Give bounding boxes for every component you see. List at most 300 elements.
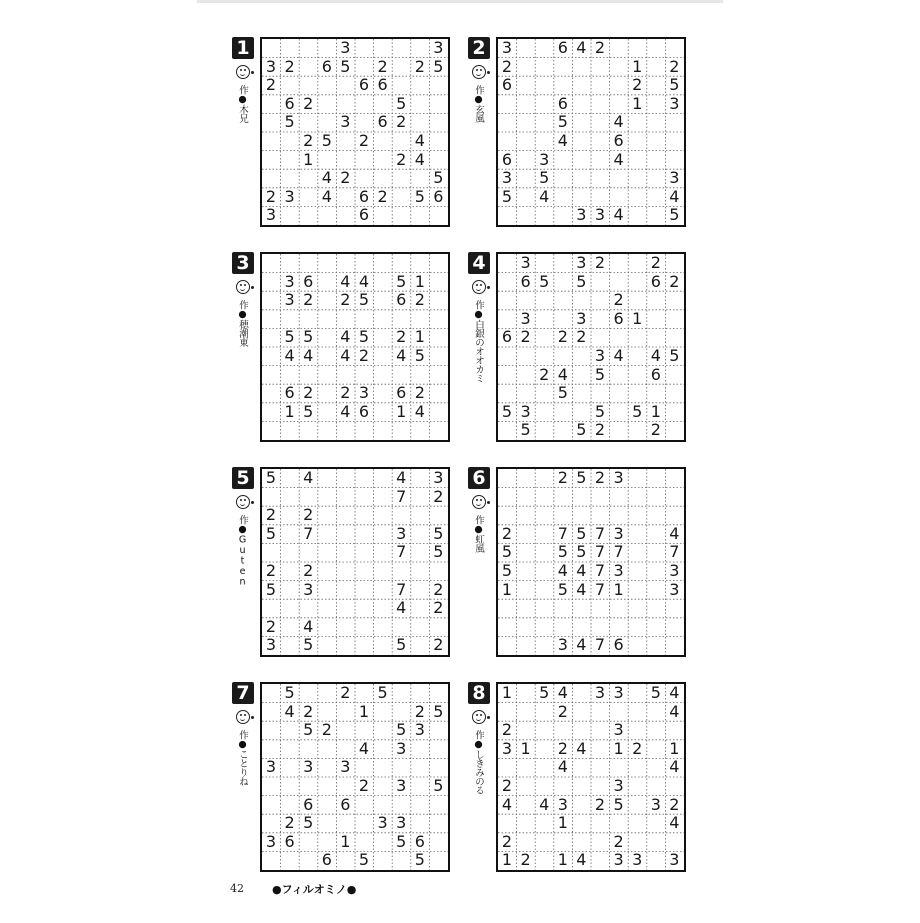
grid-cell-clue: 5 <box>396 635 407 655</box>
puzzle-author: 作●ことりね <box>237 730 248 786</box>
grid-cell-clue: 7 <box>594 579 606 599</box>
grid-cell-clue: 5 <box>414 346 425 365</box>
grid-cell-clue: 2 <box>396 112 407 132</box>
grid-cell-clue: 3 <box>576 308 587 328</box>
grid-cell-clue: 1 <box>358 701 370 721</box>
difficulty-face-icon <box>472 495 486 509</box>
grid-cell-clue: 3 <box>501 738 513 758</box>
grid-cell-clue: 2 <box>284 813 295 833</box>
grid-cell-clue: 4 <box>501 794 513 814</box>
puzzle-2 <box>468 37 686 227</box>
puzzle-author: 作●虹風 <box>473 515 484 553</box>
grid-cell-clue: 1 <box>632 56 643 76</box>
grid-cell-clue: 3 <box>594 205 606 225</box>
puzzle-author: 作●玄風 <box>473 85 484 123</box>
grid-cell-clue: 4 <box>539 794 550 814</box>
grid-cell-clue: 1 <box>613 579 624 599</box>
grid-cell-clue: 2 <box>303 505 314 525</box>
grid-cell-clue: 2 <box>557 738 568 758</box>
puzzle-grid <box>496 252 686 442</box>
difficulty-dot-icon <box>251 501 254 504</box>
grid-cell-clue: 7 <box>396 486 407 506</box>
grid-cell-clue: 3 <box>613 776 624 795</box>
grid-cell-clue: 4 <box>321 186 332 206</box>
grid-cell-clue: 5 <box>669 205 680 225</box>
puzzle-author: 作●しきみのる <box>473 730 484 795</box>
grid-cell-clue: 1 <box>501 579 513 599</box>
grid-cell-clue: 3 <box>303 579 314 599</box>
grid-cell-clue: 1 <box>414 271 425 291</box>
grid-cell-clue: 2 <box>265 616 277 636</box>
grid-cell-clue: 3 <box>284 271 295 291</box>
grid-cell-clue: 3 <box>265 757 277 777</box>
puzzle-6 <box>468 467 686 657</box>
grid-cell-clue: 4 <box>340 327 351 347</box>
grid-cell-clue: 6 <box>613 131 624 150</box>
grid-cell-clue: 4 <box>557 561 568 580</box>
grid-cell-clue: 2 <box>501 831 513 851</box>
grid-cell-clue: 6 <box>520 271 531 291</box>
grid-cell-clue: 3 <box>358 383 370 403</box>
puzzle-grid <box>260 37 450 227</box>
grid-cell-clue: 6 <box>358 205 370 225</box>
grid-cell-clue: 2 <box>613 290 624 310</box>
grid-cell-clue: 2 <box>669 56 680 76</box>
grid-cell-clue: 5 <box>303 327 314 347</box>
grid-cell-clue: 2 <box>669 271 680 291</box>
grid-cell-clue: 6 <box>358 186 370 206</box>
grid-cell-clue: 5 <box>265 468 277 487</box>
difficulty-dot-icon <box>487 716 490 719</box>
grid-cell-clue: 3 <box>669 850 680 870</box>
puzzle-number-badge: 2 <box>468 37 490 59</box>
grid-cell-clue: 5 <box>321 131 332 150</box>
grid-cell-clue: 3 <box>396 523 407 543</box>
grid-cell-clue: 1 <box>613 738 624 758</box>
grid-cell-clue: 2 <box>501 720 513 740</box>
grid-cell-clue: 3 <box>613 683 624 702</box>
grid-cell-clue: 4 <box>576 561 587 580</box>
grid-cell-clue: 3 <box>650 794 661 814</box>
difficulty-dot-icon <box>251 286 254 289</box>
grid-cell-clue: 2 <box>501 56 513 76</box>
grid-cell-clue: 3 <box>613 850 624 870</box>
grid-cell-clue: 6 <box>284 831 295 851</box>
difficulty-face-icon <box>472 280 486 294</box>
grid-cell-clue: 3 <box>669 168 680 188</box>
grid-cell-clue: 6 <box>377 75 388 95</box>
grid-cell-clue: 3 <box>613 523 624 543</box>
grid-cell-clue: 3 <box>669 579 680 599</box>
grid-lines <box>498 39 684 225</box>
puzzle-8 <box>468 682 686 872</box>
grid-cell-clue: 3 <box>340 112 351 132</box>
puzzle-3 <box>232 252 450 442</box>
grid-cell-clue: 3 <box>520 253 531 272</box>
grid-cell-clue: 2 <box>265 186 277 206</box>
grid-cell-clue: 4 <box>303 616 314 636</box>
grid-cell-clue: 3 <box>265 56 277 76</box>
grid-cell-clue: 5 <box>576 420 587 440</box>
grid-cell-clue: 3 <box>501 168 513 188</box>
grid-cell-clue: 5 <box>284 112 295 132</box>
grid-cell-clue: 6 <box>303 794 314 814</box>
puzzle-grid <box>496 682 686 872</box>
grid-cell-clue: 4 <box>613 205 624 225</box>
grid-lines <box>262 469 448 655</box>
grid-cell-clue: 3 <box>340 38 351 57</box>
puzzle-author: 作●穂潮東 <box>237 300 248 347</box>
grid-cell-clue: 2 <box>303 93 314 113</box>
grid-cell-clue: 3 <box>265 635 277 655</box>
grid-cell-clue: 7 <box>594 561 606 580</box>
grid-cell-clue: 5 <box>358 290 370 310</box>
grid-cell-clue: 6 <box>303 271 314 291</box>
grid-cell-clue: 6 <box>501 149 513 169</box>
grid-cell-clue: 4 <box>284 346 295 365</box>
grid-cell-clue: 5 <box>433 542 444 562</box>
grid-cell-clue: 4 <box>414 131 425 150</box>
grid-cell-clue: 3 <box>414 720 425 740</box>
grid-cell-clue: 5 <box>501 186 513 206</box>
grid-cell-clue: 2 <box>632 738 643 758</box>
grid-cell-clue: 3 <box>557 794 568 814</box>
grid-cell-clue: 4 <box>557 364 568 384</box>
grid-cell-clue: 2 <box>433 486 444 506</box>
grid-cell-clue: 5 <box>265 579 277 599</box>
grid-cell-clue: 2 <box>539 364 550 384</box>
grid-cell-clue: 4 <box>669 186 680 206</box>
grid-cell-clue: 3 <box>284 186 295 206</box>
difficulty-dot-icon <box>251 716 254 719</box>
grid-cell-clue: 3 <box>594 346 606 365</box>
difficulty-face-icon <box>236 495 250 509</box>
grid-cell-clue: 2 <box>594 253 606 272</box>
grid-cell-clue: 2 <box>303 561 314 580</box>
difficulty-dot-icon <box>487 286 490 289</box>
page-number: 42 <box>230 882 244 895</box>
grid-cell-clue: 2 <box>265 505 277 525</box>
grid-cell-clue: 2 <box>358 131 370 150</box>
grid-cell-clue: 6 <box>396 290 407 310</box>
grid-cell-clue: 6 <box>557 38 568 57</box>
puzzle-7 <box>232 682 450 872</box>
grid-cell-clue: 4 <box>340 346 351 365</box>
grid-cell-clue: 5 <box>557 542 568 562</box>
difficulty-face-icon <box>472 65 486 79</box>
puzzle-4 <box>468 252 686 442</box>
grid-cell-clue: 7 <box>557 523 568 543</box>
puzzle-grid <box>496 467 686 657</box>
grid-cell-clue: 4 <box>557 683 568 702</box>
grid-cell-clue: 6 <box>396 383 407 403</box>
grid-cell-clue: 4 <box>613 346 624 365</box>
grid-cell-clue: 5 <box>396 720 407 740</box>
grid-cell-clue: 5 <box>576 468 587 487</box>
grid-cell-clue: 3 <box>377 813 388 833</box>
grid-cell-clue: 5 <box>396 831 407 851</box>
grid-cell-clue: 3 <box>557 635 568 655</box>
grid-cell-clue: 3 <box>520 308 531 328</box>
difficulty-dot-icon <box>487 501 490 504</box>
grid-cell-clue: 6 <box>358 401 370 421</box>
grid-cell-clue: 2 <box>340 168 351 188</box>
grid-cell-clue: 5 <box>539 683 550 702</box>
grid-cell-clue: 4 <box>576 738 587 758</box>
grid-cell-clue: 5 <box>265 523 277 543</box>
grid-cell-clue: 3 <box>501 38 513 57</box>
puzzle-grid <box>496 37 686 227</box>
grid-cell-clue: 1 <box>414 327 425 347</box>
grid-cell-clue: 5 <box>358 850 370 870</box>
grid-cell-clue: 3 <box>576 205 587 225</box>
grid-cell-clue: 1 <box>650 401 661 421</box>
grid-cell-clue: 4 <box>414 149 425 169</box>
grid-cell-clue: 2 <box>340 683 351 702</box>
grid-cell-clue: 4 <box>576 850 587 870</box>
grid-cell-clue: 4 <box>557 757 568 777</box>
grid-cell-clue: 2 <box>303 701 314 721</box>
grid-cell-clue: 6 <box>340 794 351 814</box>
grid-cell-clue: 5 <box>303 720 314 740</box>
grid-cell-clue: 2 <box>358 776 370 795</box>
grid-cell-clue: 3 <box>594 683 606 702</box>
grid-cell-clue: 2 <box>520 327 531 347</box>
grid-cell-clue: 7 <box>303 523 314 543</box>
grid-cell-clue: 3 <box>632 850 643 870</box>
grid-cell-clue: 5 <box>520 420 531 440</box>
grid-cell-clue: 2 <box>433 635 444 655</box>
grid-lines <box>498 684 684 870</box>
grid-cell-clue: 2 <box>321 720 332 740</box>
puzzle-number-badge: 1 <box>232 37 254 59</box>
grid-cell-clue: 2 <box>303 290 314 310</box>
puzzle-number-badge: 3 <box>232 252 254 274</box>
grid-cell-clue: 5 <box>539 271 550 291</box>
grid-cell-clue: 3 <box>303 757 314 777</box>
grid-cell-clue: 2 <box>340 290 351 310</box>
grid-cell-clue: 7 <box>613 542 624 562</box>
grid-cell-clue: 3 <box>613 561 624 580</box>
puzzle-author: 作●木兄 <box>237 85 248 123</box>
puzzle-number-badge: 7 <box>232 682 254 704</box>
grid-cell-clue: 1 <box>520 738 531 758</box>
grid-cell-clue: 1 <box>501 850 513 870</box>
grid-cell-clue: 5 <box>557 579 568 599</box>
grid-cell-clue: 1 <box>669 738 680 758</box>
grid-cell-clue: 2 <box>594 468 606 487</box>
grid-cell-clue: 4 <box>396 598 407 618</box>
grid-cell-clue: 5 <box>669 75 680 95</box>
grid-cell-clue: 4 <box>669 757 680 777</box>
grid-cell-clue: 4 <box>414 401 425 421</box>
grid-cell-clue: 5 <box>284 327 295 347</box>
grid-cell-clue: 3 <box>396 738 407 758</box>
puzzle-1 <box>232 37 450 227</box>
grid-cell-clue: 1 <box>632 93 643 113</box>
grid-cell-clue: 6 <box>501 75 513 95</box>
grid-cell-clue: 2 <box>303 383 314 403</box>
grid-cell-clue: 5 <box>303 401 314 421</box>
grid-cell-clue: 2 <box>396 149 407 169</box>
grid-cell-clue: 5 <box>433 168 444 188</box>
grid-cell-clue: 5 <box>396 93 407 113</box>
grid-cell-clue: 4 <box>284 701 295 721</box>
grid-cell-clue: 1 <box>340 831 351 851</box>
grid-cell-clue: 3 <box>396 813 407 833</box>
grid-cell-clue: 4 <box>396 346 407 365</box>
grid-cell-clue: 6 <box>650 364 661 384</box>
grid-cell-clue: 1 <box>557 850 568 870</box>
grid-cell-clue: 5 <box>433 523 444 543</box>
grid-cell-clue: 5 <box>501 561 513 580</box>
grid-cell-clue: 4 <box>557 131 568 150</box>
grid-cell-clue: 2 <box>650 420 661 440</box>
grid-cell-clue: 4 <box>396 468 407 487</box>
grid-cell-clue: 2 <box>265 561 277 580</box>
grid-cell-clue: 2 <box>414 290 425 310</box>
grid-cell-clue: 2 <box>669 794 680 814</box>
grid-cell-clue: 2 <box>594 38 606 57</box>
grid-cell-clue: 2 <box>396 327 407 347</box>
grid-cell-clue: 7 <box>594 523 606 543</box>
grid-cell-clue: 2 <box>501 523 513 543</box>
grid-cell-clue: 6 <box>650 271 661 291</box>
grid-cell-clue: 1 <box>557 813 568 833</box>
grid-cell-clue: 5 <box>433 776 444 795</box>
grid-cell-clue: 7 <box>669 542 680 562</box>
grid-cell-clue: 2 <box>650 253 661 272</box>
grid-cell-clue: 2 <box>557 327 568 347</box>
grid-cell-clue: 5 <box>303 813 314 833</box>
grid-cell-clue: 2 <box>433 598 444 618</box>
grid-cell-clue: 4 <box>358 271 370 291</box>
grid-cell-clue: 6 <box>358 75 370 95</box>
grid-cell-clue: 3 <box>576 253 587 272</box>
grid-cell-clue: 4 <box>321 168 332 188</box>
grid-cell-clue: 5 <box>576 542 587 562</box>
grid-cell-clue: 7 <box>594 635 606 655</box>
grid-cell-clue: 5 <box>557 383 568 403</box>
grid-cell-clue: 5 <box>433 701 444 721</box>
grid-cell-clue: 6 <box>284 93 295 113</box>
grid-cell-clue: 2 <box>433 579 444 599</box>
puzzle-grid <box>260 467 450 657</box>
grid-cell-clue: 4 <box>613 112 624 132</box>
grid-cell-clue: 2 <box>557 468 568 487</box>
grid-cell-clue: 5 <box>501 542 513 562</box>
grid-cell-clue: 4 <box>358 738 370 758</box>
puzzle-number-badge: 5 <box>232 467 254 489</box>
grid-cell-clue: 5 <box>650 683 661 702</box>
puzzle-author: 作●白銀のオオカミ <box>473 300 484 383</box>
grid-cell-clue: 7 <box>594 542 606 562</box>
grid-cell-clue: 5 <box>414 850 425 870</box>
puzzle-grid <box>260 682 450 872</box>
grid-cell-clue: 3 <box>340 757 351 777</box>
grid-cell-clue: 3 <box>669 561 680 580</box>
grid-cell-clue: 6 <box>613 308 624 328</box>
difficulty-face-icon <box>236 280 250 294</box>
grid-cell-clue: 2 <box>340 383 351 403</box>
grid-cell-clue: 2 <box>377 186 388 206</box>
puzzle-number-badge: 8 <box>468 682 490 704</box>
grid-cell-clue: 1 <box>501 683 513 702</box>
puzzle-number-badge: 6 <box>468 467 490 489</box>
grid-cell-clue: 4 <box>576 579 587 599</box>
grid-cell-clue: 1 <box>303 149 314 169</box>
grid-cell-clue: 5 <box>576 523 587 543</box>
difficulty-dot-icon <box>251 71 254 74</box>
grid-cell-clue: 4 <box>650 346 661 365</box>
grid-cell-clue: 5 <box>576 271 587 291</box>
grid-cell-clue: 4 <box>669 523 680 543</box>
grid-cell-clue: 5 <box>557 112 568 132</box>
grid-cell-clue: 1 <box>284 401 295 421</box>
grid-cell-clue: 5 <box>433 56 444 76</box>
grid-cell-clue: 5 <box>501 401 513 421</box>
grid-cell-clue: 5 <box>594 364 606 384</box>
grid-cell-clue: 5 <box>594 401 606 421</box>
grid-cell-clue: 4 <box>340 271 351 291</box>
grid-cell-clue: 2 <box>414 383 425 403</box>
grid-cell-clue: 5 <box>396 271 407 291</box>
grid-cell-clue: 2 <box>613 831 624 851</box>
grid-cell-clue: 4 <box>303 346 314 365</box>
grid-cell-clue: 6 <box>321 850 332 870</box>
puzzle-author: 作●Guten <box>237 515 248 587</box>
grid-cell-clue: 3 <box>265 831 277 851</box>
grid-cell-clue: 6 <box>433 186 444 206</box>
grid-cell-clue: 4 <box>303 468 314 487</box>
grid-cell-clue: 2 <box>303 131 314 150</box>
grid-cell-clue: 2 <box>377 56 388 76</box>
difficulty-face-icon <box>236 710 250 724</box>
grid-cell-clue: 3 <box>265 205 277 225</box>
grid-cell-clue: 3 <box>433 468 444 487</box>
grid-cell-clue: 4 <box>340 401 351 421</box>
grid-cell-clue: 2 <box>594 794 606 814</box>
grid-cell-clue: 7 <box>396 542 407 562</box>
grid-cell-clue: 5 <box>284 683 295 702</box>
difficulty-face-icon <box>236 65 250 79</box>
grid-cell-clue: 5 <box>414 186 425 206</box>
difficulty-face-icon <box>472 710 486 724</box>
puzzle-grid <box>260 252 450 442</box>
grid-cell-clue: 2 <box>284 56 295 76</box>
grid-cell-clue: 3 <box>396 776 407 795</box>
grid-cell-clue: 6 <box>284 383 295 403</box>
grid-cell-clue: 3 <box>433 38 444 57</box>
grid-cell-clue: 2 <box>520 850 531 870</box>
grid-cell-clue: 2 <box>265 75 277 95</box>
grid-cell-clue: 2 <box>358 346 370 365</box>
grid-cell-clue: 3 <box>669 93 680 113</box>
grid-cell-clue: 4 <box>576 38 587 57</box>
grid-cell-clue: 4 <box>576 635 587 655</box>
grid-cell-clue: 2 <box>501 776 513 795</box>
grid-cell-clue: 2 <box>576 327 587 347</box>
grid-cell-clue: 5 <box>358 327 370 347</box>
grid-cell-clue: 6 <box>414 831 425 851</box>
grid-cell-clue: 4 <box>613 149 624 169</box>
grid-cell-clue: 4 <box>669 813 680 833</box>
grid-cell-clue: 2 <box>594 420 606 440</box>
grid-cell-clue: 5 <box>613 794 624 814</box>
grid-cell-clue: 1 <box>396 401 407 421</box>
puzzle-5 <box>232 467 450 657</box>
difficulty-dot-icon <box>487 71 490 74</box>
